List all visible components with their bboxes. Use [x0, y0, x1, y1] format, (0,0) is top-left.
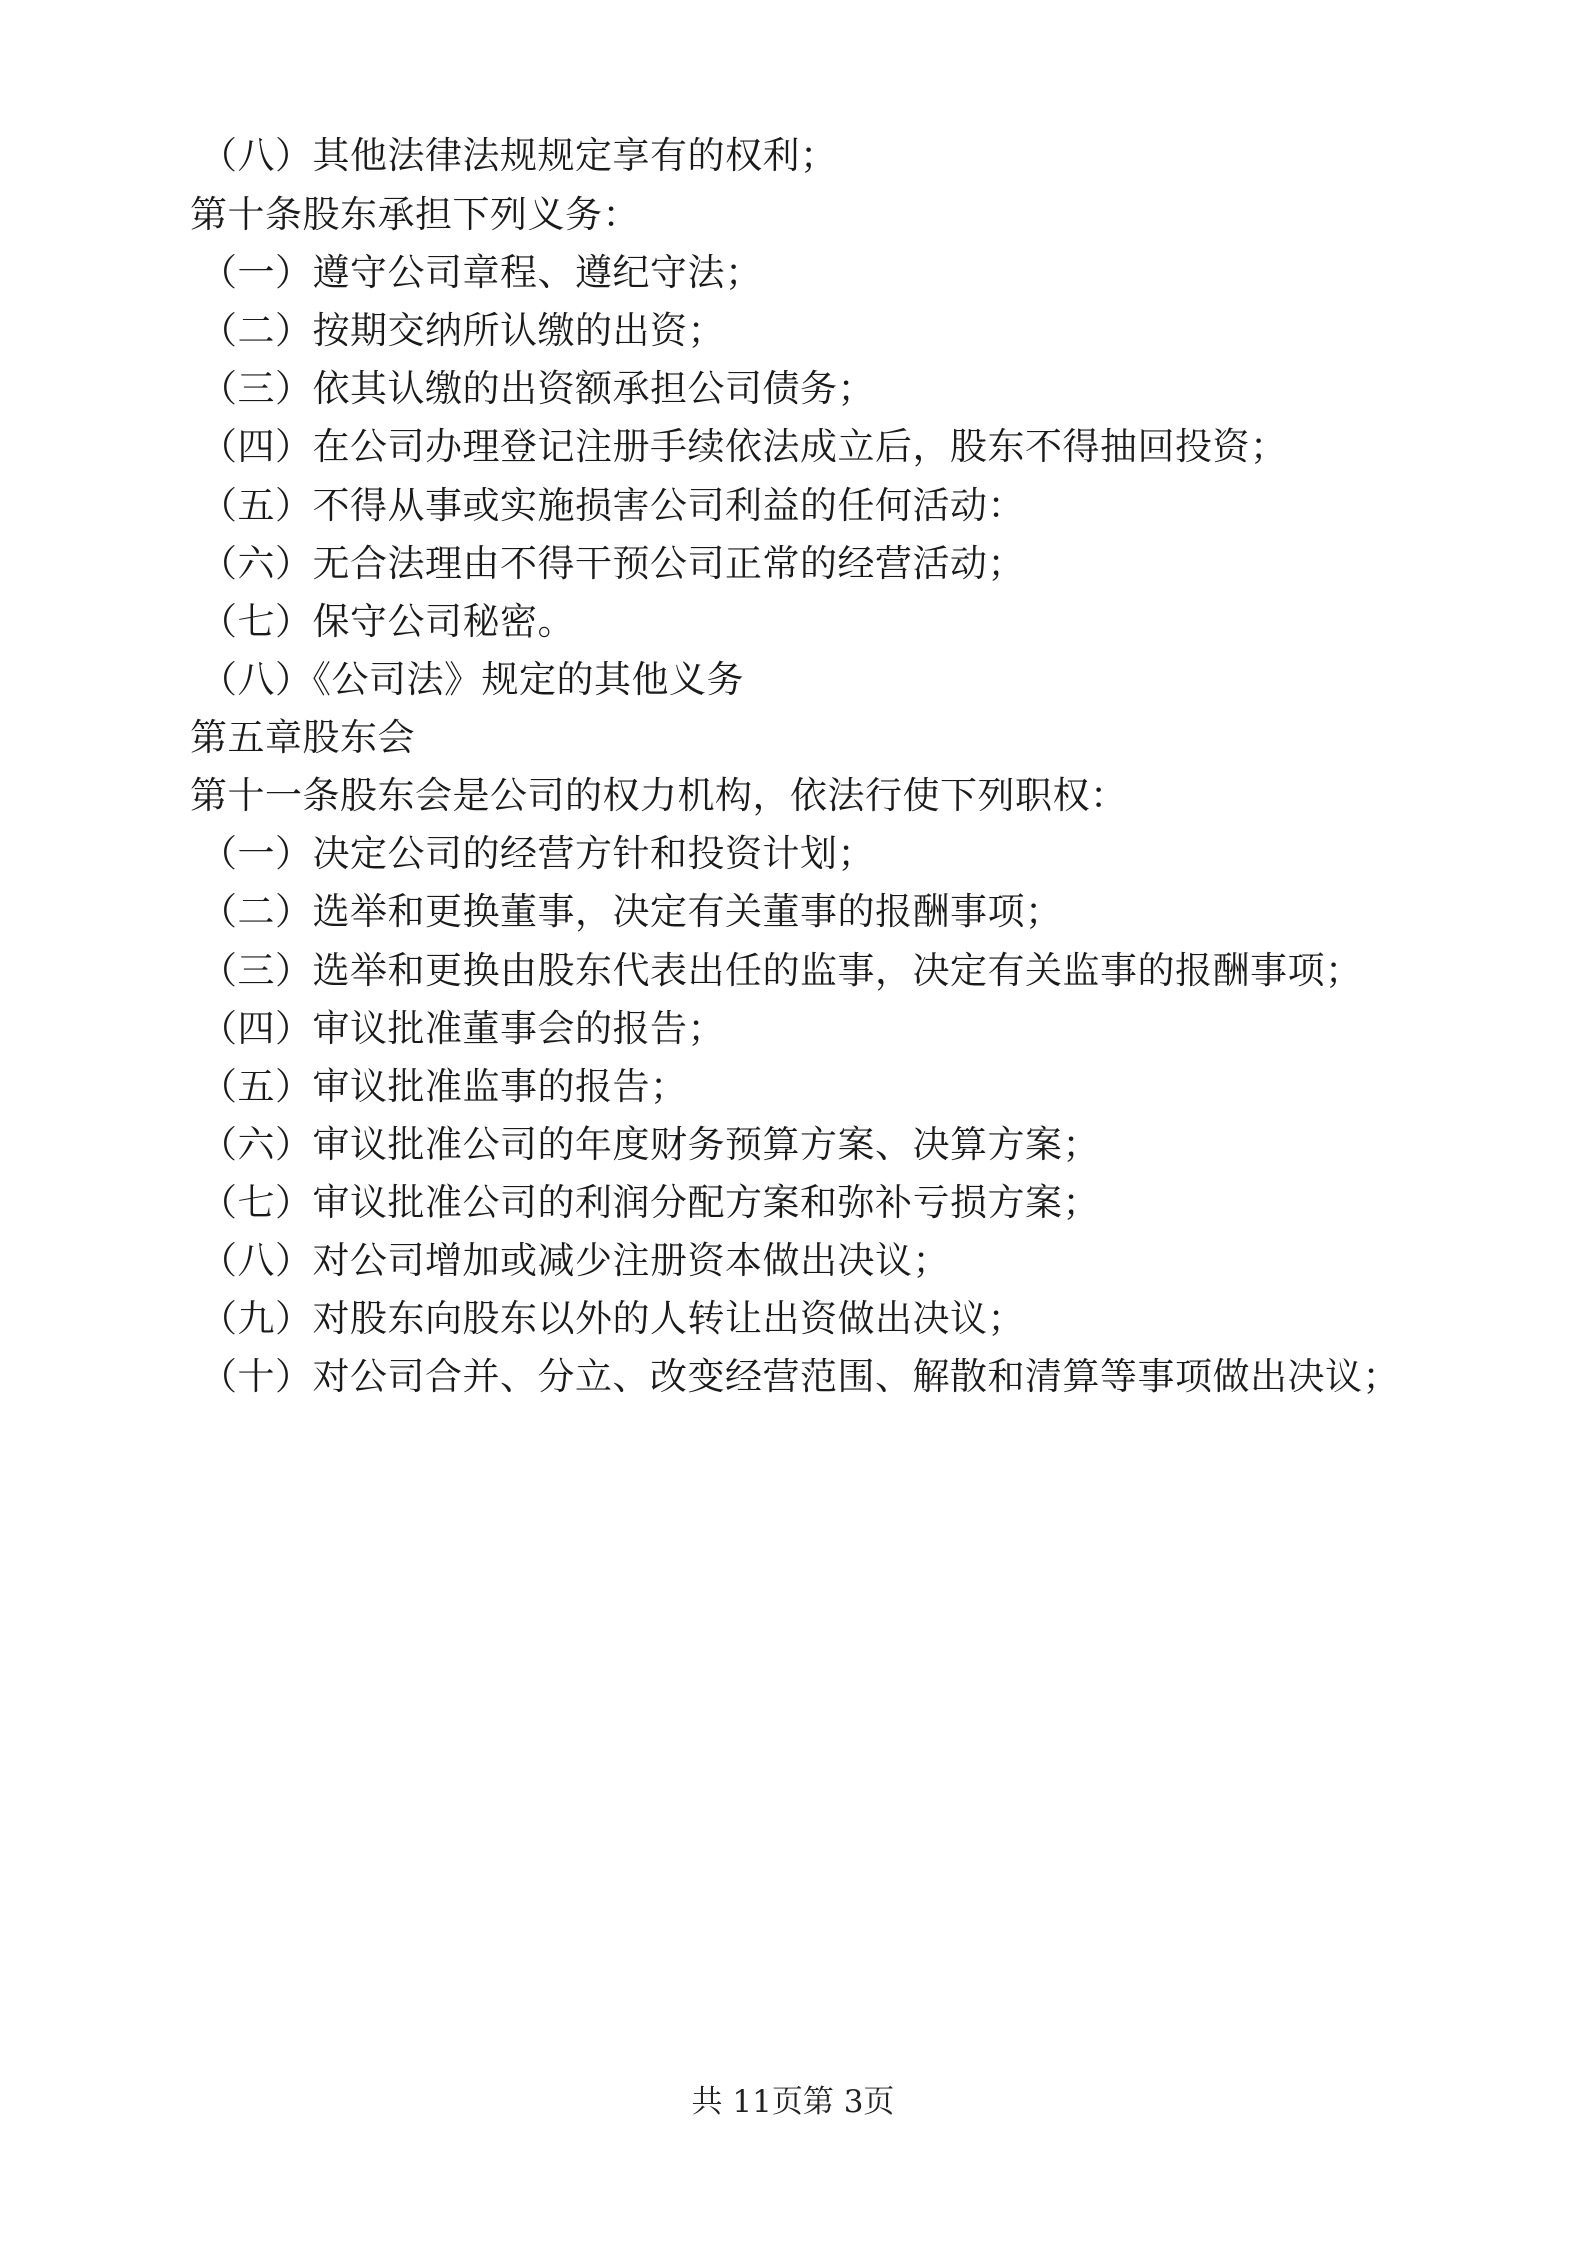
power-1: （一）决定公司的经营方针和投资计划；: [200, 832, 875, 875]
power-2: （二）选举和更换董事，决定有关董事的报酬事项；: [200, 890, 1063, 933]
clause-rights-8: （八）其他法律法规规定享有的权利；: [200, 134, 838, 177]
power-10: （十）对公司合并、分立、改变经营范围、解散和清算等事项做出决议；: [200, 1355, 1400, 1398]
obligation-6: （六）无合法理由不得干预公司正常的经营活动；: [200, 542, 1025, 585]
power-8: （八）对公司增加或减少注册资本做出决议；: [200, 1239, 950, 1282]
obligation-1: （一）遵守公司章程、遵纪守法；: [200, 251, 763, 294]
power-4: （四）审议批准董事会的报告；: [200, 1007, 725, 1050]
obligation-3: （三）依其认缴的出资额承担公司债务；: [200, 367, 875, 410]
page-number-footer: 共 11页第 3页: [691, 2084, 895, 2120]
chapter-5-title: 第五章股东会: [190, 716, 415, 759]
power-7: （七）审议批准公司的利润分配方案和弥补亏损方案；: [200, 1181, 1100, 1224]
obligation-8: （八）《公司法》规定的其他义务: [200, 658, 744, 701]
power-6: （六）审议批准公司的年度财务预算方案、决算方案；: [200, 1123, 1100, 1166]
obligation-7: （七）保守公司秘密。: [200, 600, 575, 643]
power-9: （九）对股东向股东以外的人转让出资做出决议；: [200, 1297, 1025, 1340]
article-10-heading: 第十条股东承担下列义务：: [190, 193, 640, 236]
power-5: （五）审议批准监事的报告；: [200, 1065, 688, 1108]
obligation-4: （四）在公司办理登记注册手续依法成立后，股东不得抽回投资；: [200, 425, 1288, 468]
obligation-2: （二）按期交纳所认缴的出资；: [200, 309, 725, 352]
article-11-heading: 第十一条股东会是公司的权力机构，依法行使下列职权：: [190, 774, 1128, 817]
power-3: （三）选举和更换由股东代表出任的监事，决定有关监事的报酬事项；: [200, 949, 1363, 992]
obligation-5: （五）不得从事或实施损害公司利益的任何活动：: [200, 484, 1025, 527]
